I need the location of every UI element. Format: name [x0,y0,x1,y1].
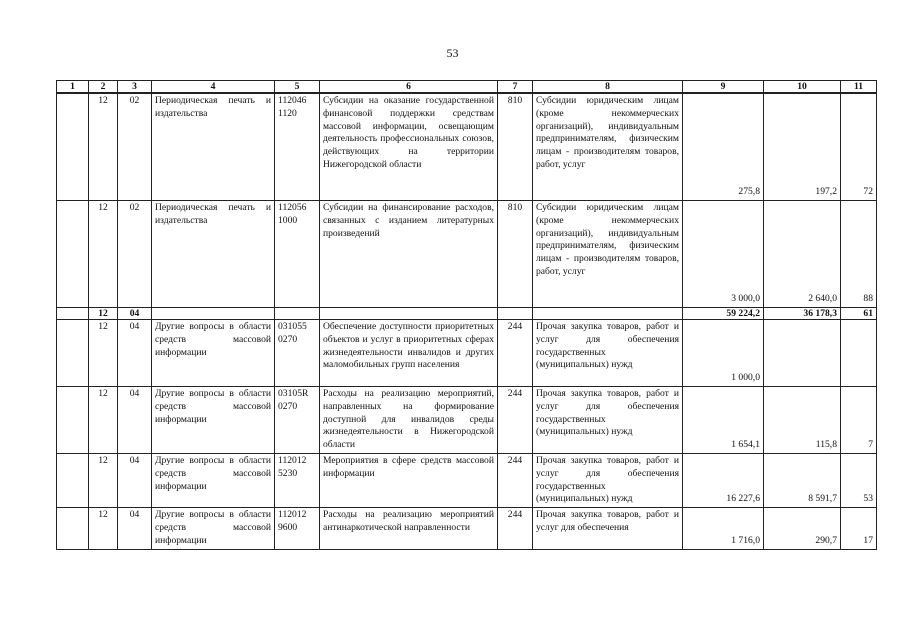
column-header: 2 [89,81,118,94]
cell-subsection: 02 [118,93,152,201]
cell-subsection-name: Периодическая печать и издательства [152,93,275,201]
cell-expense-type: 810 [498,93,533,201]
column-header: 4 [152,81,275,94]
cell-col1 [57,93,89,201]
cell-percent: 7 [841,387,877,454]
cell-percent: 53 [841,454,877,508]
cell-col1 [57,308,89,320]
subtotal-row [57,308,877,320]
cell-target-code: 112012 5230 [275,454,320,508]
cell-subsection-name: Другие вопросы в области средств массовой информации [152,387,275,454]
cell-actual: 8 591,7 [764,454,841,508]
cell-section: 12 [89,201,118,308]
cell-planned: 1 000,0 [683,320,764,387]
cell-section: 12 [89,93,118,201]
column-header: 3 [118,81,152,94]
cell-expense-name: Прочая закупка товаров, работ и услуг для обеспечения [533,508,683,549]
cell-expense-type: 244 [498,320,533,387]
column-header: 11 [841,81,877,94]
cell-planned: 275,8 [683,93,764,201]
column-header: 9 [683,81,764,94]
cell-subsection: 02 [118,201,152,308]
cell-section: 12 [89,308,118,320]
budget-table [56,80,877,550]
cell-target-code [275,308,320,320]
cell-target-name: Расходы на реализацию мероприятий, направленных на формирование доступной для инвалидов среды жизнедеятельности в Нижегородской области [320,387,498,454]
cell-section: 12 [89,454,118,508]
cell-percent: 17 [841,508,877,549]
column-header: 7 [498,81,533,94]
page-number: 53 [446,46,459,60]
cell-col1 [57,508,89,549]
cell-subsection-name: Другие вопросы в области средств массовой информации [152,454,275,508]
cell-planned: 16 227,6 [683,454,764,508]
cell-expense-name: Прочая закупка товаров, работ и услуг для обеспечения государственных (муниципальных) нужд [533,387,683,454]
cell-subsection-name: Периодическая печать и издательства [152,201,275,308]
column-header: 5 [275,81,320,94]
cell-expense-type: 244 [498,454,533,508]
cell-target-name: Субсидии на финансирование расходов, связанных с изданием литературных произведений [320,201,498,308]
cell-target-name: Мероприятия в сфере средств массовой информации [320,454,498,508]
column-header: 8 [533,81,683,94]
cell-target-code: 031055 0270 [275,320,320,387]
cell-target-code: 112046 1120 [275,93,320,201]
table-row [57,508,877,549]
cell-target-name: Обеспечение доступности приоритетных объектов и услуг в приоритетных сферах жизнедеятельности инвалидов и других маломобильных групп населения [320,320,498,387]
cell-col1 [57,320,89,387]
cell-percent: 88 [841,201,877,308]
cell-col1 [57,387,89,454]
cell-actual: 2 640,0 [764,201,841,308]
column-header: 6 [320,81,498,94]
cell-subsection: 04 [118,454,152,508]
cell-planned: 3 000,0 [683,201,764,308]
cell-percent [841,320,877,387]
cell-subsection: 04 [118,320,152,387]
table-row [57,93,877,201]
cell-planned: 1 654,1 [683,387,764,454]
cell-expense-type: 244 [498,387,533,454]
column-number-row [57,81,877,94]
cell-target-name: Субсидии на оказание государственной финансовой поддержки средствам массовой информации, освещающим деятельность профессиональных союзов, действующих на территории Нижегородской области [320,93,498,201]
table-row [57,320,877,387]
cell-actual: 197,2 [764,93,841,201]
cell-target-name: Расходы на реализацию мероприятий антинаркотической направленности [320,508,498,549]
cell-expense-type [498,308,533,320]
cell-subsection-name: Другие вопросы в области средств массовой информации [152,508,275,549]
cell-target-name [320,308,498,320]
cell-expense-name: Субсидии юридическим лицам (кроме некоммерческих организаций), индивидуальным предпринимателям, физическим лицам - производителям товаров, работ, услуг [533,93,683,201]
cell-actual [764,320,841,387]
table-row [57,201,877,308]
cell-subsection-name [152,308,275,320]
cell-expense-name: Прочая закупка товаров, работ и услуг для обеспечения государственных (муниципальных) нужд [533,454,683,508]
cell-actual: 115,8 [764,387,841,454]
column-header: 1 [57,81,89,94]
cell-planned: 59 224,2 [683,308,764,320]
cell-subsection: 04 [118,508,152,549]
cell-section: 12 [89,320,118,387]
cell-subsection: 04 [118,308,152,320]
cell-target-code: 03105R 0270 [275,387,320,454]
cell-col1 [57,201,89,308]
cell-subsection: 04 [118,387,152,454]
cell-target-code: 112012 9600 [275,508,320,549]
cell-col1 [57,454,89,508]
cell-actual: 290,7 [764,508,841,549]
cell-target-code: 112056 1000 [275,201,320,308]
cell-actual: 36 178,3 [764,308,841,320]
cell-subsection-name: Другие вопросы в области средств массовой информации [152,320,275,387]
cell-percent: 61 [841,308,877,320]
cell-expense-type: 810 [498,201,533,308]
cell-expense-name [533,308,683,320]
table-row [57,387,877,454]
cell-percent: 72 [841,93,877,201]
cell-expense-type: 244 [498,508,533,549]
cell-expense-name: Субсидии юридическим лицам (кроме некоммерческих организаций), индивидуальным предпринимателям, физическим лицам - производителям товаров, работ, услуг [533,201,683,308]
column-header: 10 [764,81,841,94]
cell-expense-name: Прочая закупка товаров, работ и услуг для обеспечения государственных (муниципальных) нужд [533,320,683,387]
cell-section: 12 [89,508,118,549]
cell-planned: 1 716,0 [683,508,764,549]
cell-section: 12 [89,387,118,454]
table-row [57,454,877,508]
